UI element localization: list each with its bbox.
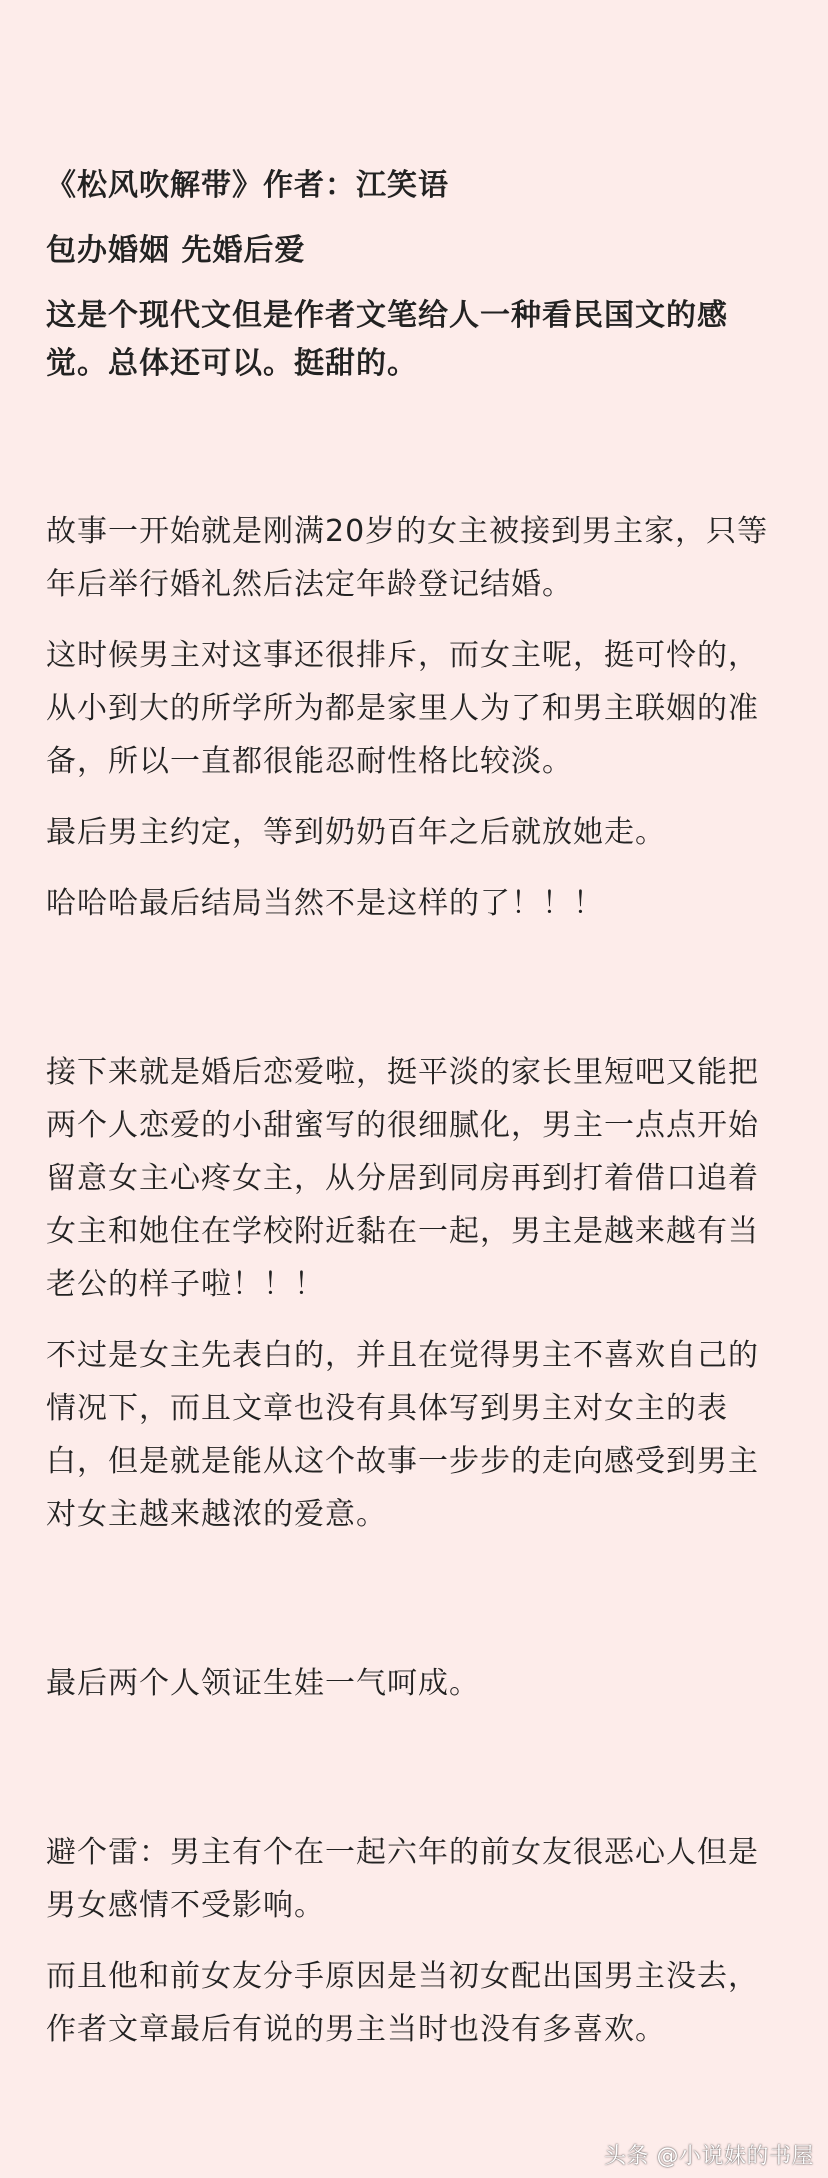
intro-block bbox=[46, 162, 786, 388]
article-body bbox=[46, 162, 786, 2074]
paragraph: 接下来就是婚后恋爱啦，挺平淡的家长里短吧又能把两个人恋爱的小甜蜜写的很细腻化，男主一点点开始留意女主心疼女主，从分居到同房再到打着借口追着女主和她住在学校附近黏在一起，男主是越来越有当老公的样子啦！！！ bbox=[46, 1055, 759, 1302]
paragraph: 最后男主约定，等到奶奶百年之后就放她走。 bbox=[46, 815, 666, 850]
summary: 这是个现代文但是作者文笔给人一种看民国文的感觉。总体还可以。挺甜的。 bbox=[46, 298, 728, 381]
watermark: 头条 @小说妹的书屋 bbox=[604, 2144, 814, 2169]
book-title: 《松风吹解带》作者：江笑语 bbox=[46, 168, 449, 203]
paragraph: 这时候男主对这事还很排斥，而女主呢，挺可怜的，从小到大的所学所为都是家里人为了和男主联姻的准备，所以一直都很能忍耐性格比较淡。 bbox=[46, 638, 759, 779]
ending-section bbox=[46, 1657, 786, 1710]
tagline: 包办婚姻 先婚后爱 bbox=[46, 233, 306, 268]
paragraph: 哈哈哈最后结局当然不是这样的了！！！ bbox=[46, 886, 604, 921]
paragraph: 最后两个人领证生娃一气呵成。 bbox=[46, 1666, 480, 1701]
warning-section bbox=[46, 1826, 786, 2056]
paragraph: 故事一开始就是刚满20岁的女主被接到男主家，只等年后举行婚礼然后法定年龄登记结婚。 bbox=[46, 514, 769, 602]
paragraph: 不过是女主先表白的，并且在觉得男主不喜欢自己的情况下，而且文章也没有具体写到男主对女主的表白，但是就是能从这个故事一步步的走向感受到男主对女主越来越浓的爱意。 bbox=[46, 1338, 759, 1532]
story-setup-section bbox=[46, 505, 786, 930]
romance-section bbox=[46, 1046, 786, 1541]
paragraph: 而且他和前女友分手原因是当初女配出国男主没去，作者文章最后有说的男主当时也没有多喜欢。 bbox=[46, 1959, 759, 2047]
paragraph: 避个雷：男主有个在一起六年的前女友很恶心人但是男女感情不受影响。 bbox=[46, 1835, 759, 1923]
